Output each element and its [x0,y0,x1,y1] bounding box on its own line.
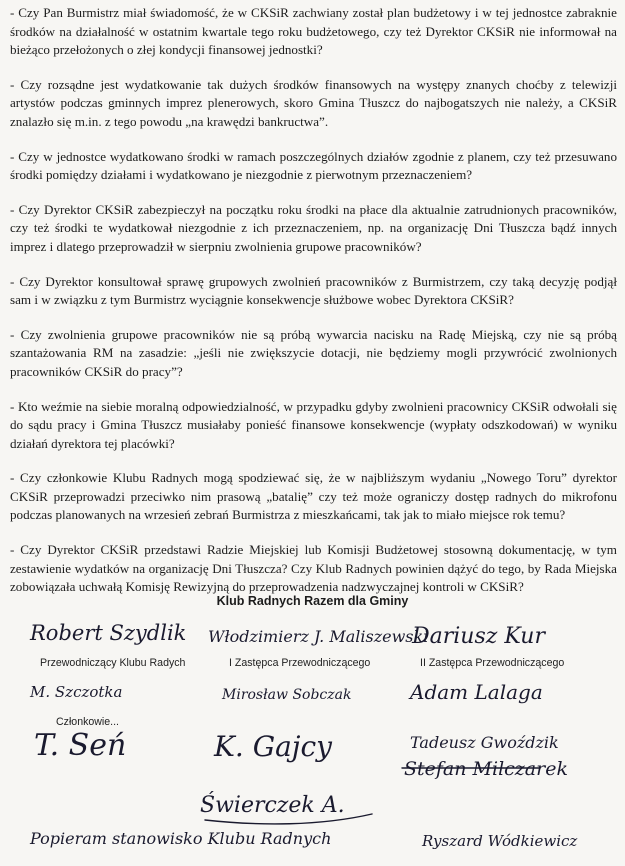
signature-m4: T. Seń [34,728,127,763]
question-8: - Czy członkowie Klubu Radnych mogą spodziewać się, że w najbliższym wydaniu „Nowego Toru” dyrektor CKSiR przeprowadzi przeciwko nim prasową „batalię” czy też może ograniczy dostęp radnych do mikrofonu podczas planowanych na wrzesień zebrań Burmistrza z mieszkańcami, tak jak to miało miejsce rok temu? [10,470,617,523]
signature-chair: Robert Szydlik [30,621,187,645]
members-caption: Członkowie... [56,716,119,728]
question-3: - Czy w jednostce wydatkowano środki w ramach poszczególnych działów zgodnie z planem, czy też przesuwano środki pomiędzy działami i wydatkowano je niezgodnie z pierwotnym przeznaczeniem? [10,148,617,183]
support-statement: Popieram stanowisko Klubu Radnych [30,829,332,848]
signature-m3: Adam Lalaga [410,680,543,704]
signature-vice1: Włodzimierz J. Maliszewski [208,627,429,646]
question-7: - Kto weźmie na siebie moralną odpowiedzialność, w przypadku gdyby zwolnieni pracownicy CKSiR odwołali się do sądu pracy i Gmina Tłuszcz musiałaby ponieść finansowe konsekwencje (wypłaty odszkodowań) w wyniku działań dyrektora tej placówki? [10,398,617,451]
club-heading: Klub Radnych Razem dla Gminy [216,594,409,608]
question-4: - Czy Dyrektor CKSiR zabezpieczył na początku roku środki na płace dla aktualnie zatrudnionych pracowników, czy też środki te wydatkował niezgodnie z ich przeznaczeniem, np. na organizację Dni Tłuszcza bądź innych imprez i dlatego przeprowadził w sierpniu zwolnienia grupowe pracowników? [10,201,617,254]
question-1: - Czy Pan Burmistrz miał świadomość, że w CKSiR zachwiany został plan budżetowy i w tej jednostce zabraknie środków na działalność w ostatnim kwartale tego roku budżetowego, czy też Dyrektor CKSiR nie informował na bieżąco przełożonych o złej kondycji finansowej jednostki? [10,5,617,58]
question-6: - Czy zwolnienia grupowe pracowników nie są próbą wywarcia nacisku na Radę Miejską, czy nie są próbą szantażowania RM na zasadzie: „jeśli nie zwiększycie dotacji, nie będziemy mogli przywrócić zwolnionych pracowników CKSiR do pracy”? [10,326,617,379]
question-5: - Czy Dyrektor konsultował sprawę grupowych zwolnień pracowników z Burmistrzem, czy taką decyzję podjął sam i w związku z tym Burmistrz wyciągnie konsekwencje służbowe wobec Dyrektora CKSiR? [10,273,617,308]
signature-m7: Stefan Milczarek [404,758,568,780]
signature-m6: Tadeusz Gwoździk [410,733,559,752]
signature-support: Ryszard Wódkiewicz [422,832,578,850]
signature-m8: Świerczek A. [200,793,345,818]
signature-vice2: Dariusz Kur [412,624,545,649]
signature-m1: M. Szczotka [30,683,123,701]
question-2: - Czy rozsądne jest wydatkowanie tak dużych środków finansowych na występy znanych choćby z telewizji artystów podczas gminnych imprez plenerowych, skoro Gmina Tłuszcz do najbogatszych nie należy, a CKSiR znalazło się m.in. z tego powodu „na krawędzi bankructwa”. [10,76,617,129]
chair-caption: Przewodniczący Klubu Radych [40,657,186,669]
signature-m2: Mirosław Sobczak [222,687,352,703]
vice1-caption: I Zastępca Przewodniczącego [229,657,371,669]
question-9: - Czy Dyrektor CKSiR przedstawi Radzie Miejskiej lub Komisji Budżetowej stosowną dokumentację, w tym zestawienie wydatków na organizację Dni Tłuszcza? Czy Klub Radnych powinien dążyć do tego, by Rada Miejska zobowiązała uchwałą Komisję Rewizyjną do przeprowadzenia nadzwyczajnej kontroli w CKSiR? [10,542,617,595]
vice2-caption: II Zastępca Przewodniczącego [420,657,565,669]
signature-m5: K. Gajcy [214,730,332,763]
